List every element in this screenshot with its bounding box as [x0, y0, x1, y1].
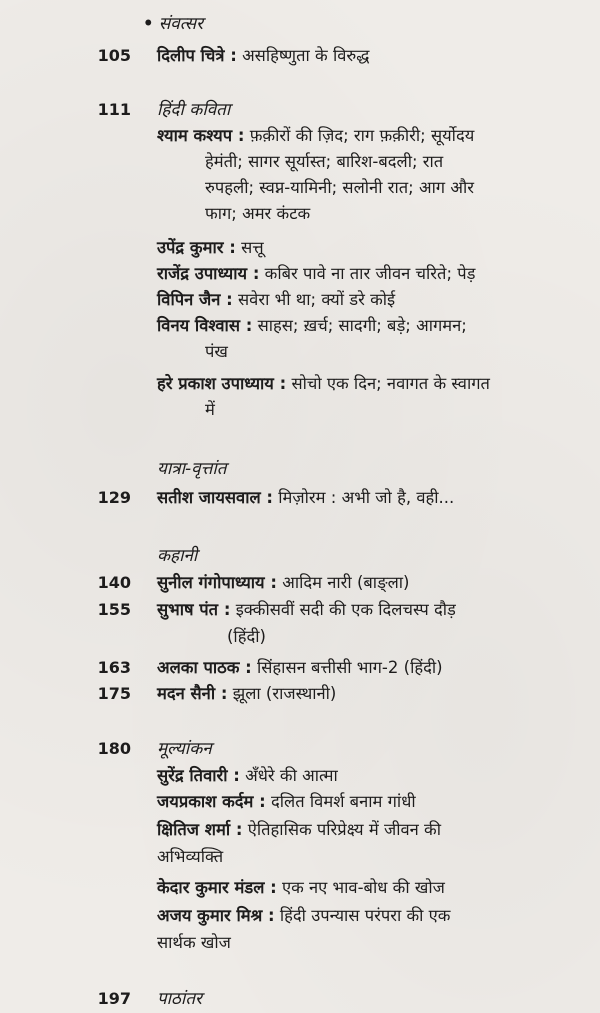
author-name: सुरेंद्र तिवारी : [157, 766, 240, 785]
section-entry [157, 98, 230, 122]
page-number: 155 [97, 600, 131, 619]
work-title-line: साहस; ख़र्च; सादगी; बड़े; आगमन; [257, 316, 467, 335]
toc-entry [157, 372, 490, 396]
page-number: 197 [97, 989, 131, 1008]
work-title-line: ऐतिहासिक परिप्रेक्ष्य में जीवन की [247, 820, 442, 839]
author-name: अलका पाठक : [157, 658, 252, 677]
work-title: सत्तू [241, 238, 264, 257]
work-title: झूला (राजस्थानी) [232, 684, 337, 703]
toc-entry [157, 764, 338, 788]
page-number: 129 [97, 488, 131, 507]
author-name: क्षितिज शर्मा : [157, 820, 243, 839]
section-title: यात्रा-वृत्तांत [157, 459, 227, 479]
author-name: हरे प्रकाश उपाध्याय : [157, 374, 287, 393]
page-number: 111 [97, 100, 131, 119]
section-entry [143, 12, 203, 36]
work-title: आदिम नारी (बाङ्ला) [282, 573, 410, 592]
toc-entry [157, 904, 450, 928]
work-title-line: में [205, 400, 215, 419]
author-name: मदन सैनी : [157, 684, 228, 703]
section-entry [157, 457, 226, 481]
author-name: श्याम कश्यप : [157, 126, 245, 145]
bullet-mark: • [143, 14, 154, 33]
work-title: सवेरा भी था; क्यों डरे कोई [238, 290, 396, 309]
work-title-line: पंख [205, 342, 228, 361]
toc-entry [157, 486, 454, 510]
author-name: उपेंद्र कुमार : [157, 238, 236, 257]
work-title-line: सार्थक खोज [157, 933, 231, 952]
work-title-line: फ़क़ीरों की ज़िद; राग फ़क़ीरी; सूर्योदय [249, 126, 475, 145]
work-title-line: फाग; अमर कंटक [205, 204, 311, 223]
section-title: संवत्सर [158, 14, 204, 34]
author-name: दिलीप चित्रे : [157, 46, 237, 65]
section-entry [157, 544, 197, 568]
author-name: केदार कुमार मंडल : [157, 878, 277, 897]
toc-entry [157, 818, 441, 842]
work-title-line: (हिंदी) [227, 627, 266, 646]
author-name: राजेंद्र उपाध्याय : [157, 264, 260, 283]
section-title: मूल्यांकन [157, 739, 212, 759]
work-title-line: अभिव्यक्ति [157, 847, 224, 866]
page-number: 163 [97, 658, 131, 677]
author-name: अजय कुमार मिश्र : [157, 906, 275, 925]
author-name: जयप्रकाश कर्दम : [157, 792, 266, 811]
author-name: विनय विश्वास : [157, 316, 253, 335]
section-title: पाठांतर [157, 989, 202, 1009]
work-title-line: इक्कीसवीं सदी की एक दिलचस्प दौड़ [235, 600, 456, 619]
toc-entry [157, 790, 416, 814]
work-title: सिंहासन बत्तीसी भाग-2 (हिंदी) [256, 658, 443, 677]
section-entry [157, 987, 202, 1011]
toc-entry [157, 44, 369, 68]
work-title-line: हेमंती; सागर सूर्यास्त; बारिश-बदली; रात [205, 152, 444, 171]
toc-entry [157, 124, 474, 148]
toc-entry [157, 876, 445, 900]
author-name: विपिन जैन : [157, 290, 233, 309]
work-title: एक नए भाव-बोध की खोज [281, 878, 445, 897]
toc-entry [157, 236, 264, 260]
work-title-line: रुपहली; स्वप्न-यामिनी; सलोनी रात; आग और [205, 178, 474, 197]
author-name: सुनील गंगोपाध्याय : [157, 573, 277, 592]
author-name: सुभाष पंत : [157, 600, 231, 619]
work-title: दलित विमर्श बनाम गांधी [271, 792, 416, 811]
section-title: हिंदी कविता [157, 100, 231, 120]
section-entry [157, 737, 212, 761]
work-title: कबिर पावे ना तार जीवन चरिते; पेड़ [264, 264, 476, 283]
toc-entry [157, 571, 409, 595]
toc-entry [157, 656, 443, 680]
page-number: 180 [97, 739, 131, 758]
work-title-line: सोचो एक दिन; नवागत के स्वागत [291, 374, 490, 393]
toc-entry [157, 682, 336, 706]
section-title: कहानी [157, 546, 198, 566]
toc-entry [157, 288, 395, 312]
work-title-line: हिंदी उपन्यास परंपरा की एक [279, 906, 451, 925]
page-number: 175 [97, 684, 131, 703]
work-title: असहिष्णुता के विरुद्ध [242, 46, 370, 65]
toc-entry [157, 314, 467, 338]
page-number: 140 [97, 573, 131, 592]
page-number: 105 [97, 46, 131, 65]
work-title: अँधेरे की आत्मा [245, 766, 338, 785]
work-title: मिज़ोरम : अभी जो है, वही... [278, 488, 455, 507]
author-name: सतीश जायसवाल : [157, 488, 274, 507]
toc-entry [157, 262, 475, 286]
toc-entry [157, 598, 456, 622]
